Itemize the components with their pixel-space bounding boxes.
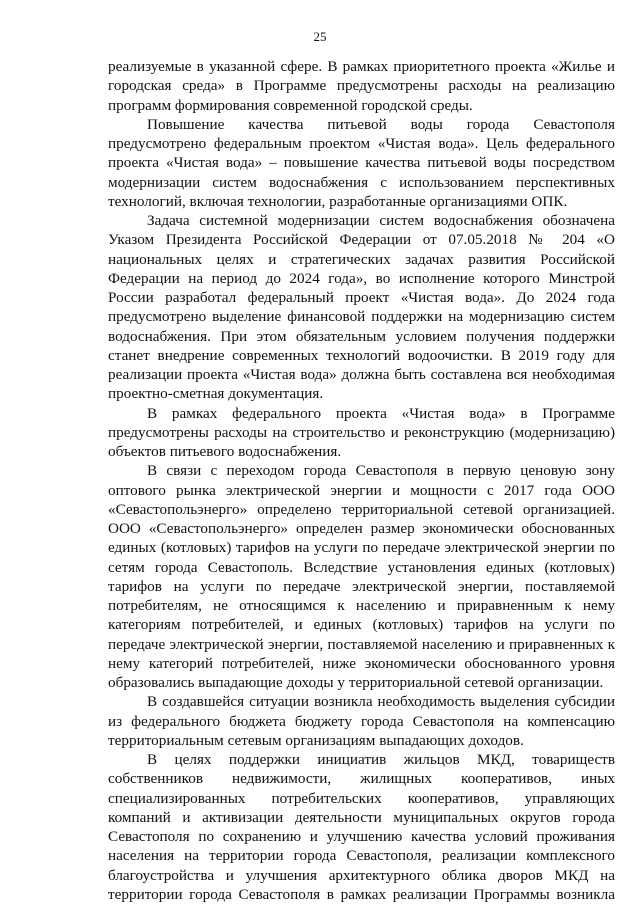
paragraph: Повышение качества питьевой воды города Севастополя предусмотрено федеральным проектом «Чистая вода». Цель федерального проекта «Чистая вода» – повышение качества питьевой воды посредством модернизации систем водоснабжения с использованием перспективных технологий, включая технологии, разработанные организациями ОПК. <box>108 115 615 210</box>
paragraph: реализуемые в указанной сфере. В рамках приоритетного проекта «Жилье и городская среда» в Программе предусмотрены расходы на реализацию программ формирования современной городской среды. <box>108 58 615 114</box>
paragraph: В создавшейся ситуации возникла необходимость выделения субсидии из федерального бюджета бюджету города Севастополя на компенсацию территориальным сетевым организациям выпадающих доходов. <box>108 693 615 749</box>
paragraph: В связи с переходом города Севастополя в первую ценовую зону оптового рынка электрической энергии и мощности с 2017 года ООО «Севастопольэнерго» определено территориальной сетевой организацией. ООО «Севастопольэнерго» определен размер экономически обоснованных единых (котловых) тарифов на услуги по передаче электрической энергии по сетям города Севастополь. Вследствие установления единых (котловых) тарифов на услуги по передаче электрической энергии, поставляемой потребителям, не относящимся к населению и приравненным к нему категориям потребителей, и единых (котловых) тарифов на услуги по передаче электрической энергии, поставляемой населению и приравненных к нему категорий потребителей, ниже экономически обоснованного уровня образовались выпадающие доходы у территориальной сетевой организации. <box>108 462 615 691</box>
paragraph: В целях поддержки инициатив жильцов МКД, товариществ собственников недвижимости, жилищных кооперативов, иных специализированных потребительских кооперативов, управляющих компаний и активизации деятельности муниципальных округов города Севастополя по сохранению и улучшению качества условий проживания населения на территории города Севастополя, реализации комплексного благоустройства и улучшения архитектурного облика дворов МКД на территории города Севастополя в рамках реализации Программы возникла <box>108 751 615 903</box>
paragraph: Задача системной модернизации систем водоснабжения обозначена Указом Президента Российской Федерации от 07.05.2018 № 204 «О национальных целях и стратегических задачах развития Российской Федерации на период до 2024 года», во исполнение которого Минстрой России разработал федеральный проект «Чистая вода». До 2024 года предусмотрено выделение финансовой поддержки на модернизацию систем водоснабжения. При этом обязательным условием получения поддержки станет внедрение современных технологий водоочистки. В 2019 году для реализации проекта «Чистая вода» должна быть составлена вся необходимая проектно-сметная документация. <box>108 212 615 403</box>
page-number: 25 <box>313 29 327 44</box>
document-body <box>108 57 615 904</box>
paragraph: В рамках федерального проекта «Чистая вода» в Программе предусмотрены расходы на строительство и реконструкцию (модернизацию) объектов питьевого водоснабжения. <box>108 404 615 460</box>
